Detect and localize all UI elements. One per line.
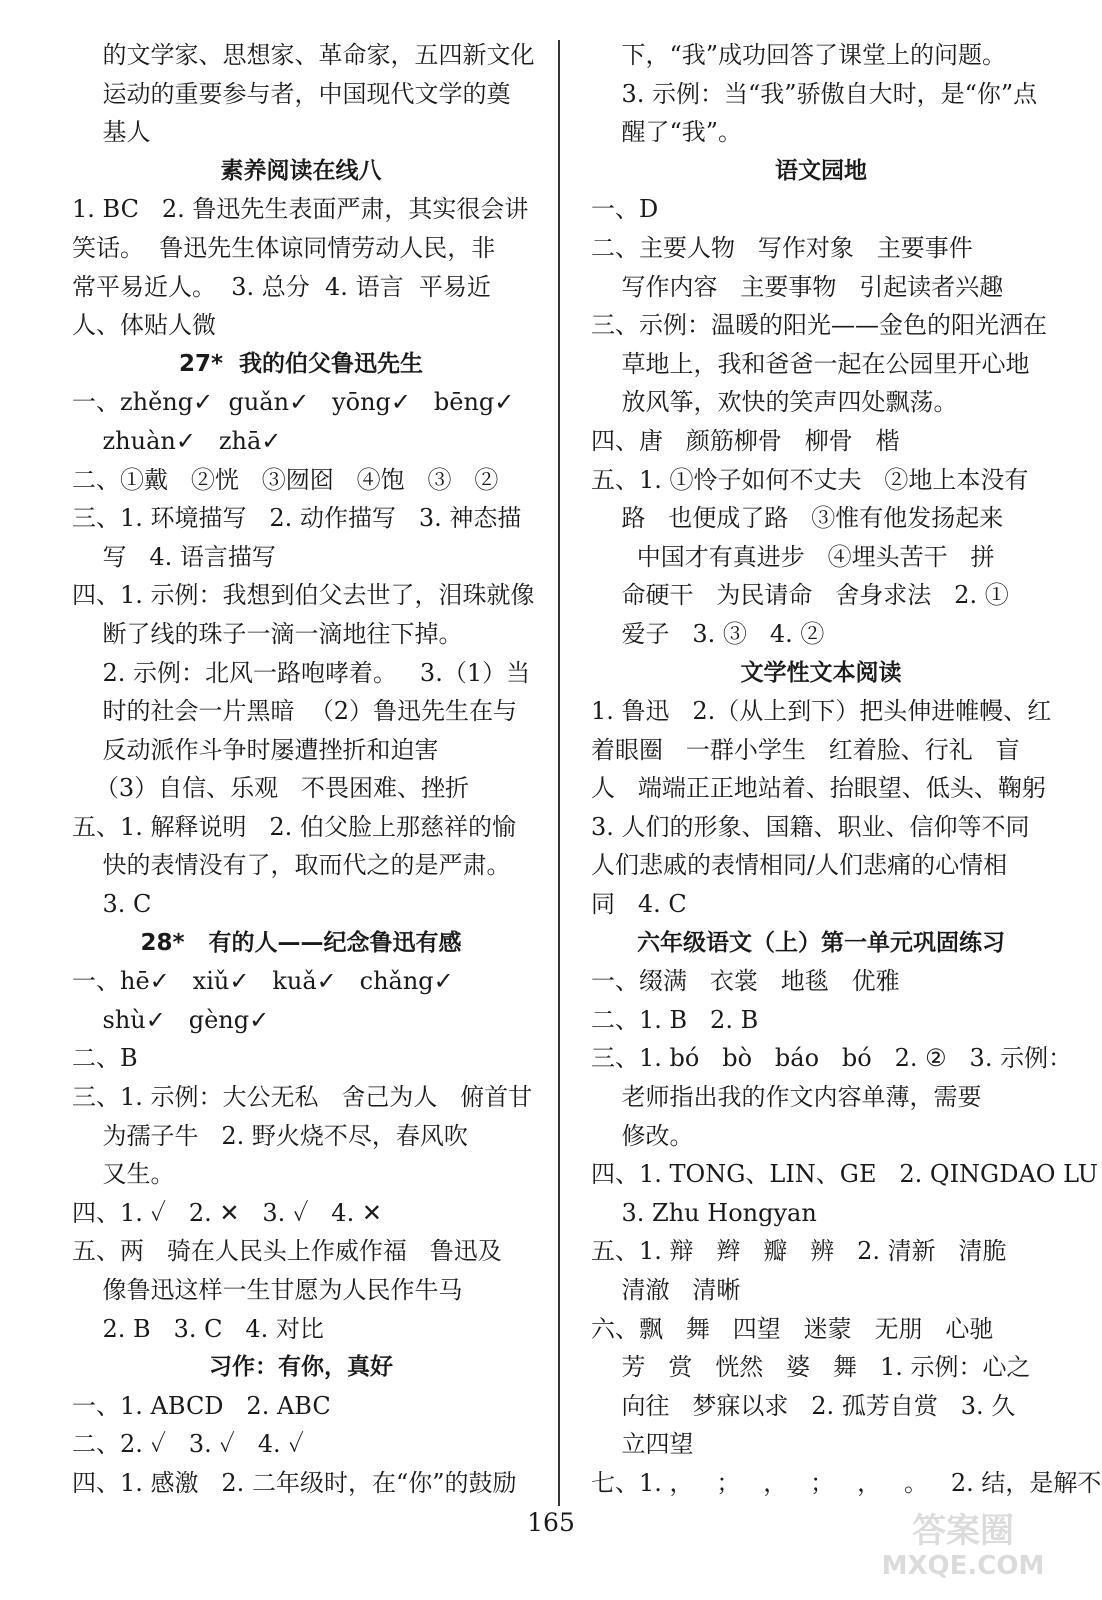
section-heading: 习作：有你，真好 <box>209 1354 393 1381</box>
answer-line: 五、1. ①怜子如何不丈夫 ②地上本没有 <box>591 465 1029 494</box>
answer-line: 路 也便成了路 ③惟有他发扬起来 <box>591 504 1004 533</box>
answer-line: 下，“我”成功回答了课堂上的问题。 <box>591 41 1007 69</box>
answer-line: 3. Zhu Hongyan <box>591 1198 817 1227</box>
answer-line: 二、1. B 2. B <box>591 1005 759 1034</box>
answer-line: 写 4. 语言描写 <box>72 542 276 571</box>
answer-line: 同 4. C <box>591 890 687 919</box>
answer-line: 三、1. 环境描写 2. 动作描写 3. 神态描 <box>72 504 522 533</box>
answer-line: 3. C <box>72 890 152 919</box>
section-heading: 语文园地 <box>775 157 867 184</box>
answer-line: 人 端端正正地站着、抬眼望、低头、鞠躬 <box>591 774 1046 803</box>
answer-line: 基人 <box>72 118 151 147</box>
answer-line: 断了线的珠子一滴一滴地往下掉。 <box>72 619 463 648</box>
answer-line: 为孺子牛 2. 野火烧不尽，春风吹 <box>72 1121 468 1150</box>
answer-line: 1. BC 2. 鲁迅先生表面严肃，其实很会讲 <box>72 195 529 224</box>
answer-line: 像鲁迅这样一生甘愿为人民作牛马 <box>72 1276 463 1304</box>
answer-line: 三、1. bó bò báo bó 2. ② 3. 示例： <box>591 1044 1073 1073</box>
answer-line: 三、示例：温暖的阳光——金色的阳光洒在 <box>591 311 1047 340</box>
answer-line: 写作内容 主要事物 引起读者兴趣 <box>591 272 1004 301</box>
answer-line: 3. 示例：当“我”骄傲自大时，是“你”点 <box>591 79 1038 108</box>
answer-line: zhuàn✓ zhā✓ <box>72 426 282 455</box>
watermark-logo <box>848 1504 1078 1582</box>
answer-line: 芳 赏 恍然 婆 舞 1. 示例：心之 <box>591 1353 1031 1382</box>
answer-line: 又生。 <box>72 1160 175 1189</box>
answer-line: 人们悲戚的表情相同/人们悲痛的心情相 <box>591 851 1008 880</box>
answer-line: 常平易近人。 3. 总分 4. 语言 平易近 <box>72 272 491 301</box>
answer-line: 四、1. ✓ 2. ✕ 3. ✓ 4. ✕ <box>72 1198 382 1227</box>
answer-line: 运动的重要参与者，中国现代文学的奠 <box>72 79 511 108</box>
answer-line: 五、1. 辩 辫 瓣 辨 2. 清新 清脆 <box>591 1237 1007 1266</box>
watermark-title: 答案圈 <box>912 1511 1014 1551</box>
answer-line: 立四望 <box>591 1430 694 1459</box>
section-heading: 文学性文本阅读 <box>740 659 902 686</box>
answer-line: 时的社会一片黑暗 （2）鲁迅先生在与 <box>72 697 518 726</box>
answer-line: 清澈 清晰 <box>591 1276 741 1304</box>
answer-line: 的文学家、思想家、革命家，五四新文化 <box>72 41 535 69</box>
answer-line: 爱子 3. ③ 4. ② <box>591 619 825 648</box>
section-heading: 素养阅读在线八 <box>220 157 382 184</box>
left-column <box>72 36 535 1503</box>
answer-line: 五、两 骑在人民头上作威作福 鲁迅及 <box>72 1237 502 1266</box>
section-heading: 27* 我的伯父鲁迅先生 <box>178 350 424 377</box>
answer-line: 笑话。 鲁迅先生体谅同情劳动人民，非 <box>72 233 496 262</box>
answer-line: 四、1. 示例：我想到伯父去世了，泪珠就像 <box>72 581 535 610</box>
answer-line: 反动派作斗争时屡遭挫折和迫害 <box>72 735 439 764</box>
answer-line: 向往 梦寐以求 2. 孤芳自赏 3. 久 <box>591 1391 1016 1420</box>
answer-line: 一、1. ABCD 2. ABC <box>72 1391 331 1420</box>
answer-line: 二、主要人物 写作对象 主要事件 <box>591 233 973 262</box>
answer-line: 二、①戴 ②恍 ③囫囵 ④饱 ③ ② <box>72 465 499 494</box>
answer-line: 一、zhěng✓ guǎn✓ yōng✓ bēng✓ <box>72 388 515 417</box>
watermark-url: MXQE.COM <box>881 1551 1045 1581</box>
answer-line: 二、2. ✓ 3. ✓ 4. ✓ <box>72 1430 304 1459</box>
answer-line: 一、hē✓ xiǔ✓ kuǎ✓ chǎng✓ <box>72 967 454 996</box>
right-column <box>591 36 1102 1503</box>
answer-line: 六、飘 舞 四望 迷蒙 无朋 心驰 <box>591 1314 994 1343</box>
answer-line: 命硬干 为民请命 舍身求法 2. ① <box>591 581 1009 610</box>
answer-line: 放风筝，欢快的笑声四处飘荡。 <box>591 388 958 417</box>
column-divider <box>558 40 560 1506</box>
answer-line: 七、1. ， ； ， ； ， 。 2. 结，是解不 <box>591 1468 1102 1497</box>
answer-line: 五、1. 解释说明 2. 伯父脸上那慈祥的愉 <box>72 812 516 841</box>
answer-line: 四、1. TONG、LIN、GE 2. QINGDAO LU <box>591 1160 1098 1189</box>
answer-line: 人、体贴人微 <box>72 311 216 340</box>
answer-line: 草地上，我和爸爸一起在公园里开心地 <box>591 349 1030 378</box>
answer-line: 四、唐 颜筋柳骨 柳骨 楷 <box>591 426 900 455</box>
answer-line: 修改。 <box>591 1121 694 1150</box>
answer-line: 快的表情没有了，取而代之的是严肃。 <box>72 851 511 880</box>
answer-line: 老师指出我的作文内容单薄，需要 <box>591 1083 982 1112</box>
section-heading: 六年级语文（上）第一单元巩固练习 <box>637 929 1005 956</box>
answer-line: shù✓ gèng✓ <box>72 1005 270 1034</box>
answer-line: 3. 人们的形象、国籍、职业、信仰等不同 <box>591 812 1030 841</box>
answer-line: 二、B <box>72 1044 138 1073</box>
answer-line: 着眼圈 一群小学生 红着脸、行礼 盲 <box>591 735 1020 764</box>
answer-line: 中国才有真进步 ④埋头苦干 拼 <box>591 542 995 571</box>
answer-line: 一、D <box>591 195 659 224</box>
answer-line: 2. B 3. C 4. 对比 <box>72 1314 324 1343</box>
answer-line: 2. 示例：北风一路咆哮着。 3.（1）当 <box>72 658 531 687</box>
page-number: 165 <box>527 1508 575 1537</box>
answer-line: 四、1. 感激 2. 二年级时，在“你”的鼓励 <box>72 1468 517 1497</box>
answer-line: （3）自信、乐观 不畏困难、挫折 <box>72 774 470 803</box>
answer-line: 三、1. 示例：大公无私 舍己为人 俯首甘 <box>72 1083 533 1112</box>
answer-line: 一、缀满 衣裳 地毯 优雅 <box>591 967 900 996</box>
answer-line: 醒了“我”。 <box>591 118 743 147</box>
section-heading: 28* 有的人——纪念鲁迅有感 <box>140 929 462 956</box>
answer-line: 1. 鲁迅 2.（从上到下）把头伸进帷幔、红 <box>591 697 1052 726</box>
